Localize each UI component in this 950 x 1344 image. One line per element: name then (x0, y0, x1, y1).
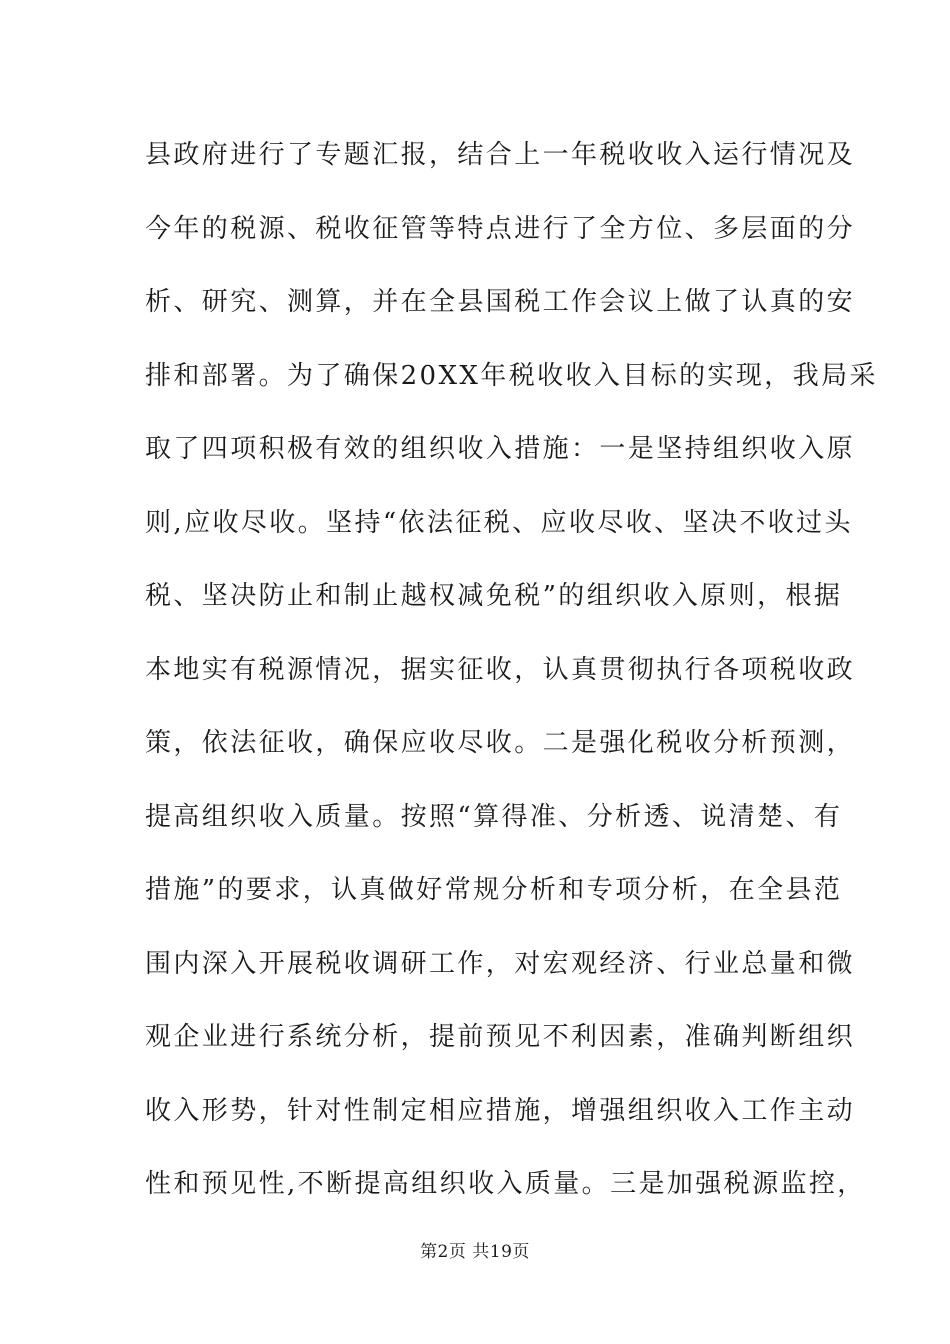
text-line: 本地实有税源情况，据实征收，认真贯彻执行各项税收政 (145, 654, 856, 685)
body-text (145, 132, 878, 1235)
text-line: 税、坚决防止和制止越权减免税”的组织收入原则，根据 (145, 581, 843, 611)
text-line: 策，依法征收，确保应收尽收。二是强化税收分析预测， (145, 728, 856, 758)
text-line: 性和预见性,不断提高组织收入质量。三是加强税源监控， (145, 1169, 866, 1199)
text-line: 观企业进行系统分析，提前预见不利因素，准确判断组织 (145, 1022, 856, 1052)
text-line: 取了四项积极有效的组织收入措施：一是坚持组织收入原 (145, 434, 856, 464)
text-line: 围内深入开展税收调研工作，对宏观经济、行业总量和微 (145, 948, 856, 979)
page-number-label: 第2页 共19页 (420, 1242, 530, 1262)
text-line: 今年的税源、税收征管等特点进行了全方位、多层面的分 (145, 213, 856, 244)
text-line: 措施”的要求，认真做好常规分析和专项分析，在全县范 (145, 875, 843, 905)
text-line: 排和部署。为了确保20XX年税收收入目标的实现，我局采 (145, 360, 878, 391)
text-line: 县政府进行了专题汇报，结合上一年税收收入运行情况及 (145, 140, 856, 170)
text-line: 提高组织收入质量。按照“算得准、分析透、说清楚、有 (145, 801, 843, 832)
text-line: 析、研究、测算，并在全县国税工作会议上做了认真的安 (145, 287, 856, 317)
text-line: 则,应收尽收。坚持“依法征税、应收尽收、坚决不收过头 (145, 507, 853, 538)
page-footer (0, 1240, 950, 1264)
text-line: 收入形势，针对性制定相应措施，增强组织收入工作主动 (145, 1095, 856, 1126)
